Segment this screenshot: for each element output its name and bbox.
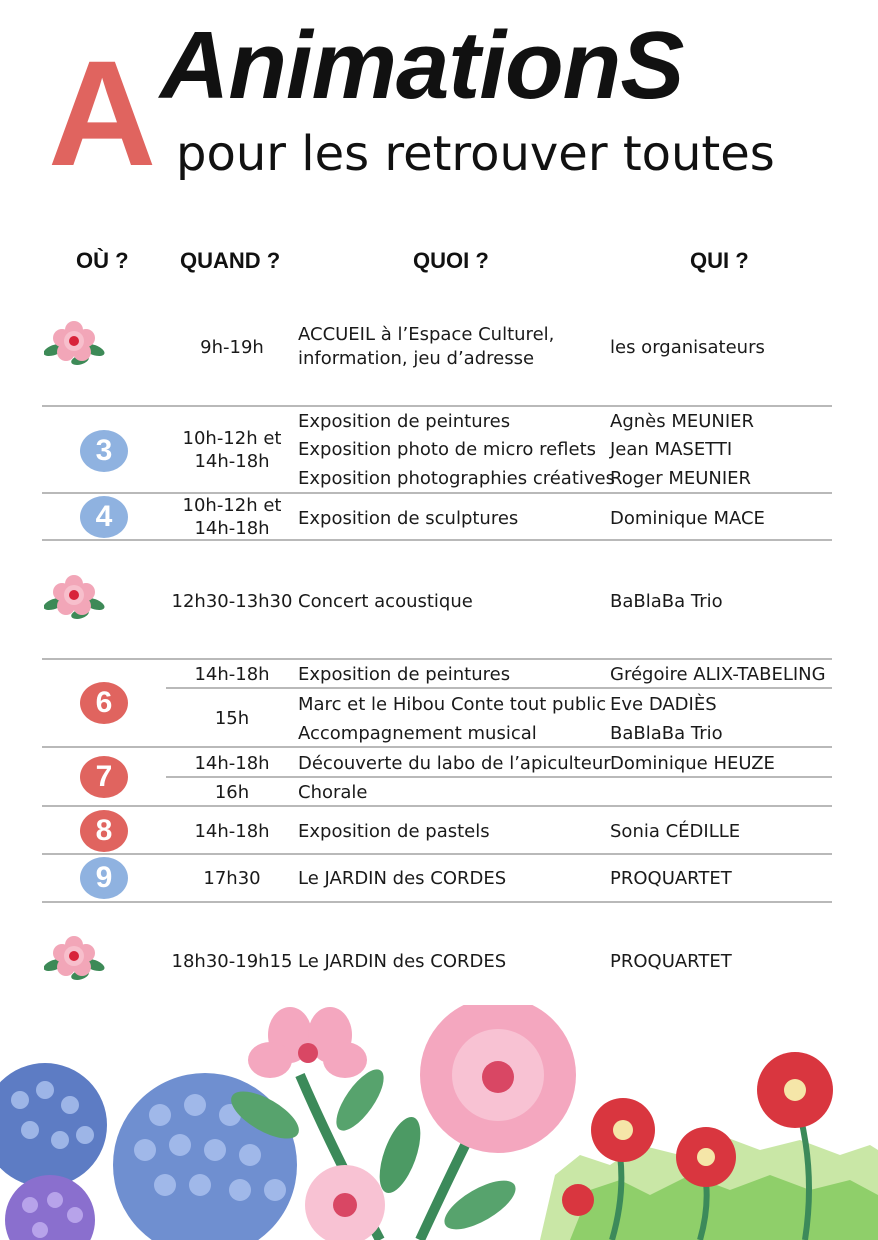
row-qui: BaBlaBa Trio bbox=[610, 723, 723, 744]
row-quoi: Découverte du labo de l’apiculteur bbox=[298, 753, 611, 774]
row-quoi: Exposition de peintures bbox=[298, 664, 511, 685]
divider bbox=[42, 539, 832, 541]
row-quoi: Le JARDIN des CORDES bbox=[298, 951, 507, 972]
row-quoi: ACCUEIL à l’Espace Culturel, bbox=[298, 324, 555, 345]
row-quoi: information, jeu d’adresse bbox=[298, 348, 535, 369]
divider bbox=[166, 776, 832, 778]
row-quoi: Exposition de peintures bbox=[298, 411, 511, 432]
location-badge-3: 3 bbox=[80, 430, 128, 472]
location-badge-7: 7 bbox=[80, 756, 128, 798]
flower-icon bbox=[44, 320, 106, 370]
row-quoi: Chorale bbox=[298, 782, 368, 803]
column-header-quand: QUAND ? bbox=[180, 248, 281, 273]
row-quand: 18h30-19h15 bbox=[171, 951, 293, 972]
row-quand: 14h-18h bbox=[194, 753, 270, 774]
column-header-qui: QUI ? bbox=[690, 248, 749, 273]
big-letter-a: A bbox=[48, 29, 157, 197]
row-quand: 10h-12h et bbox=[182, 428, 282, 449]
row-qui: Dominique MACE bbox=[610, 508, 765, 529]
garden-illustration bbox=[0, 1005, 878, 1240]
row-qui: Eve DADIÈS bbox=[610, 694, 717, 715]
row-quoi: Le JARDIN des CORDES bbox=[298, 868, 507, 889]
divider bbox=[42, 658, 832, 660]
row-quoi: Exposition de sculptures bbox=[298, 508, 519, 529]
location-badge-8: 8 bbox=[80, 810, 128, 852]
divider bbox=[42, 805, 832, 807]
row-quoi: Exposition de pastels bbox=[298, 821, 490, 842]
row-quoi: Exposition photo de micro reflets bbox=[298, 439, 597, 460]
row-quand: 14h-18h bbox=[194, 451, 270, 472]
row-qui: PROQUARTET bbox=[610, 951, 732, 972]
row-quand: 10h-12h et bbox=[182, 495, 282, 516]
row-qui: Agnès MEUNIER bbox=[610, 411, 755, 432]
row-quand: 14h-18h bbox=[194, 664, 270, 685]
row-quand: 17h30 bbox=[203, 868, 261, 889]
location-badge-9: 9 bbox=[80, 857, 128, 899]
row-quoi: Exposition photographies créatives bbox=[298, 468, 615, 489]
divider bbox=[42, 492, 832, 494]
divider bbox=[166, 687, 832, 689]
row-quoi: Concert acoustique bbox=[298, 591, 473, 612]
row-qui: Jean MASETTI bbox=[610, 439, 733, 460]
row-quand: 14h-18h bbox=[194, 821, 270, 842]
column-header-ou: OÙ ? bbox=[76, 248, 129, 273]
page-subtitle: pour les retrouver toutes bbox=[176, 126, 775, 182]
row-quand: 15h bbox=[214, 708, 250, 729]
row-quoi: Marc et le Hibou Conte tout public bbox=[298, 694, 607, 715]
page-title: AnimationS bbox=[160, 12, 684, 119]
row-quand: 16h bbox=[214, 782, 250, 803]
row-qui: Dominique HEUZE bbox=[610, 753, 775, 774]
row-qui: Roger MEUNIER bbox=[610, 468, 752, 489]
divider bbox=[42, 853, 832, 855]
row-qui: les organisateurs bbox=[610, 337, 765, 358]
row-qui: BaBlaBa Trio bbox=[610, 591, 723, 612]
row-quand: 14h-18h bbox=[194, 518, 270, 539]
location-badge-4: 4 bbox=[80, 496, 128, 538]
row-quand: 12h30-13h30 bbox=[171, 591, 293, 612]
location-badge-6: 6 bbox=[80, 682, 128, 724]
flower-icon bbox=[44, 574, 106, 624]
column-header-quoi: QUOI ? bbox=[413, 248, 489, 273]
row-qui: Sonia CÉDILLE bbox=[610, 821, 741, 842]
flower-icon bbox=[44, 935, 106, 985]
row-quoi: Accompagnement musical bbox=[298, 723, 537, 744]
divider bbox=[42, 746, 832, 748]
row-qui: PROQUARTET bbox=[610, 868, 732, 889]
divider bbox=[42, 901, 832, 903]
row-qui: Grégoire ALIX-TABELING bbox=[610, 664, 826, 685]
row-quand: 9h-19h bbox=[200, 337, 264, 358]
divider bbox=[42, 405, 832, 407]
